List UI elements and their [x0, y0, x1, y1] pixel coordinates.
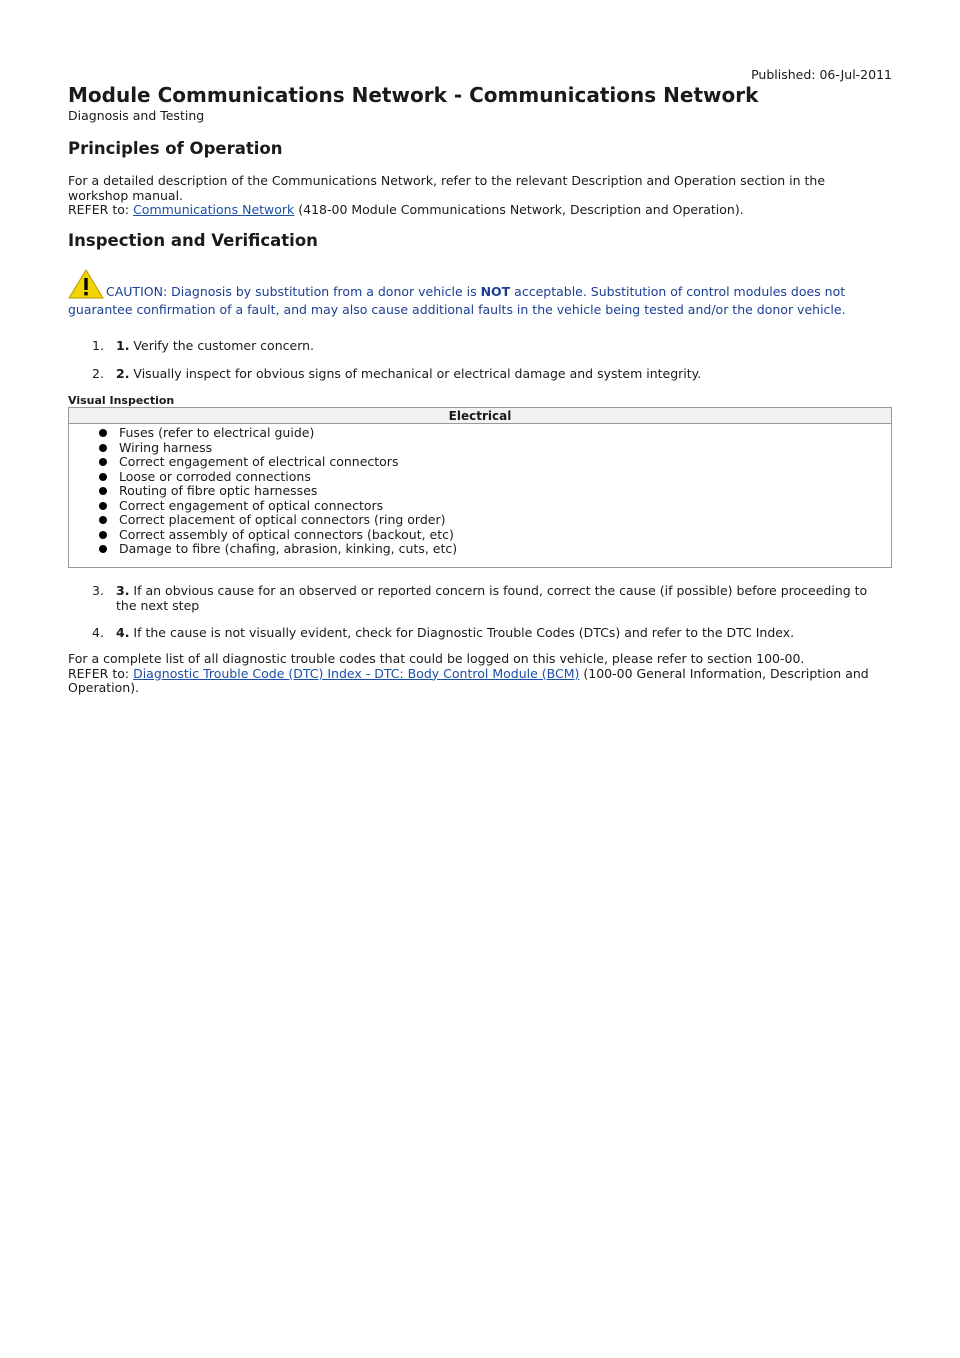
step-body: Verify the customer concern.	[129, 338, 315, 353]
bullet-dot-icon	[99, 458, 107, 466]
step-bold-number: 4.	[116, 625, 130, 640]
step-text	[116, 339, 876, 354]
principles-body: For a detailed description of the Communications Network, refer to the relevant Description and Operation section in the workshop manual.	[68, 173, 826, 203]
bullet-dot-icon	[99, 444, 107, 452]
step-number: 1.	[92, 338, 104, 353]
bullet-dot-icon	[99, 429, 107, 437]
refer-suffix: (418-00 Module Communications Network, Description and Operation).	[294, 202, 744, 217]
list-item	[99, 499, 891, 514]
list-item	[99, 542, 891, 557]
list-item-text: Correct engagement of optical connectors	[119, 497, 384, 513]
dtc-index-link[interactable]: Diagnostic Trouble Code (DTC) Index - DTC: Body Control Module (BCM)	[133, 665, 580, 681]
caution-text-post: acceptable. Substitution of control modules does not guarantee confirmation of a fault, and may also cause additional faults in the vehicle being tested and/or the donor vehicle.	[68, 284, 846, 317]
electrical-items-list	[99, 426, 891, 557]
step-number: 2.	[92, 366, 104, 381]
list-item-text: Damage to fibre (chafing, abrasion, kinking, cuts, etc)	[119, 541, 458, 556]
table-cell-electrical	[69, 424, 892, 568]
page-subtitle: Diagnosis and Testing	[68, 108, 205, 123]
refer-prefix: REFER to:	[68, 665, 134, 681]
dtc-reference-text	[68, 652, 888, 696]
communications-network-link[interactable]: Communications Network	[133, 202, 295, 217]
step-body: If the cause is not visually evident, check for Diagnostic Trouble Codes (DTCs) and refer to the DTC Index.	[129, 625, 795, 640]
caution-note	[68, 269, 888, 317]
step-bold-number: 3.	[116, 583, 130, 598]
visual-inspection-table	[68, 407, 892, 568]
bullet-dot-icon	[99, 531, 107, 539]
caution-text-bold: NOT	[480, 284, 511, 299]
page-title: Module Communications Network - Communications Network	[68, 83, 759, 107]
bullet-dot-icon	[99, 502, 107, 510]
list-item	[99, 426, 891, 441]
step-text	[116, 584, 876, 613]
principles-text	[68, 174, 888, 218]
bullet-dot-icon	[99, 545, 107, 553]
list-item-text: Correct placement of optical connectors (ring order)	[119, 512, 446, 527]
inspection-heading: Inspection and Verification	[68, 231, 318, 250]
list-item-text: Wiring harness	[119, 439, 213, 455]
bullet-dot-icon	[99, 473, 107, 481]
step-body: If an obvious cause for an observed or reported concern is found, correct the cause (if possible) before proceeding to the next step	[116, 583, 868, 613]
dtc-reference-body: For a complete list of all diagnostic trouble codes that could be logged on this vehicle, please refer to section 100-00.	[68, 651, 805, 666]
principles-heading: Principles of Operation	[68, 139, 283, 158]
list-item-text: Routing of fibre optic harnesses	[119, 483, 318, 498]
list-item-text: Correct assembly of optical connectors (backout, etc)	[119, 526, 454, 542]
bullet-dot-icon	[99, 516, 107, 524]
step-number: 4.	[92, 625, 104, 640]
step-body: Visually inspect for obvious signs of mechanical or electrical damage and system integrity.	[129, 366, 702, 381]
list-item-text: Correct engagement of electrical connectors	[119, 454, 399, 469]
list-item	[99, 513, 891, 528]
refer-suffix: (100-00 General Information, Description and Operation).	[68, 665, 869, 695]
visual-inspection-label: Visual Inspection	[68, 394, 175, 407]
step-bold-number: 1.	[116, 338, 130, 353]
table-header-electrical: Electrical	[69, 408, 892, 424]
bullet-dot-icon	[99, 487, 107, 495]
list-item	[99, 455, 891, 470]
caution-text-pre: CAUTION: Diagnosis by substitution from a donor vehicle is	[106, 284, 481, 299]
list-item	[99, 470, 891, 485]
list-item	[99, 441, 891, 456]
refer-prefix: REFER to:	[68, 202, 134, 217]
list-item	[99, 528, 891, 543]
warning-triangle-icon	[68, 269, 104, 303]
published-date: Published: 06-Jul-2011	[751, 67, 892, 82]
step-number: 3.	[92, 583, 104, 598]
list-item	[99, 484, 891, 499]
list-item-text: Loose or corroded connections	[119, 468, 311, 484]
step-bold-number: 2.	[116, 366, 130, 381]
list-item-text: Fuses (refer to electrical guide)	[119, 425, 315, 440]
step-text	[116, 626, 876, 641]
step-text	[116, 367, 876, 382]
